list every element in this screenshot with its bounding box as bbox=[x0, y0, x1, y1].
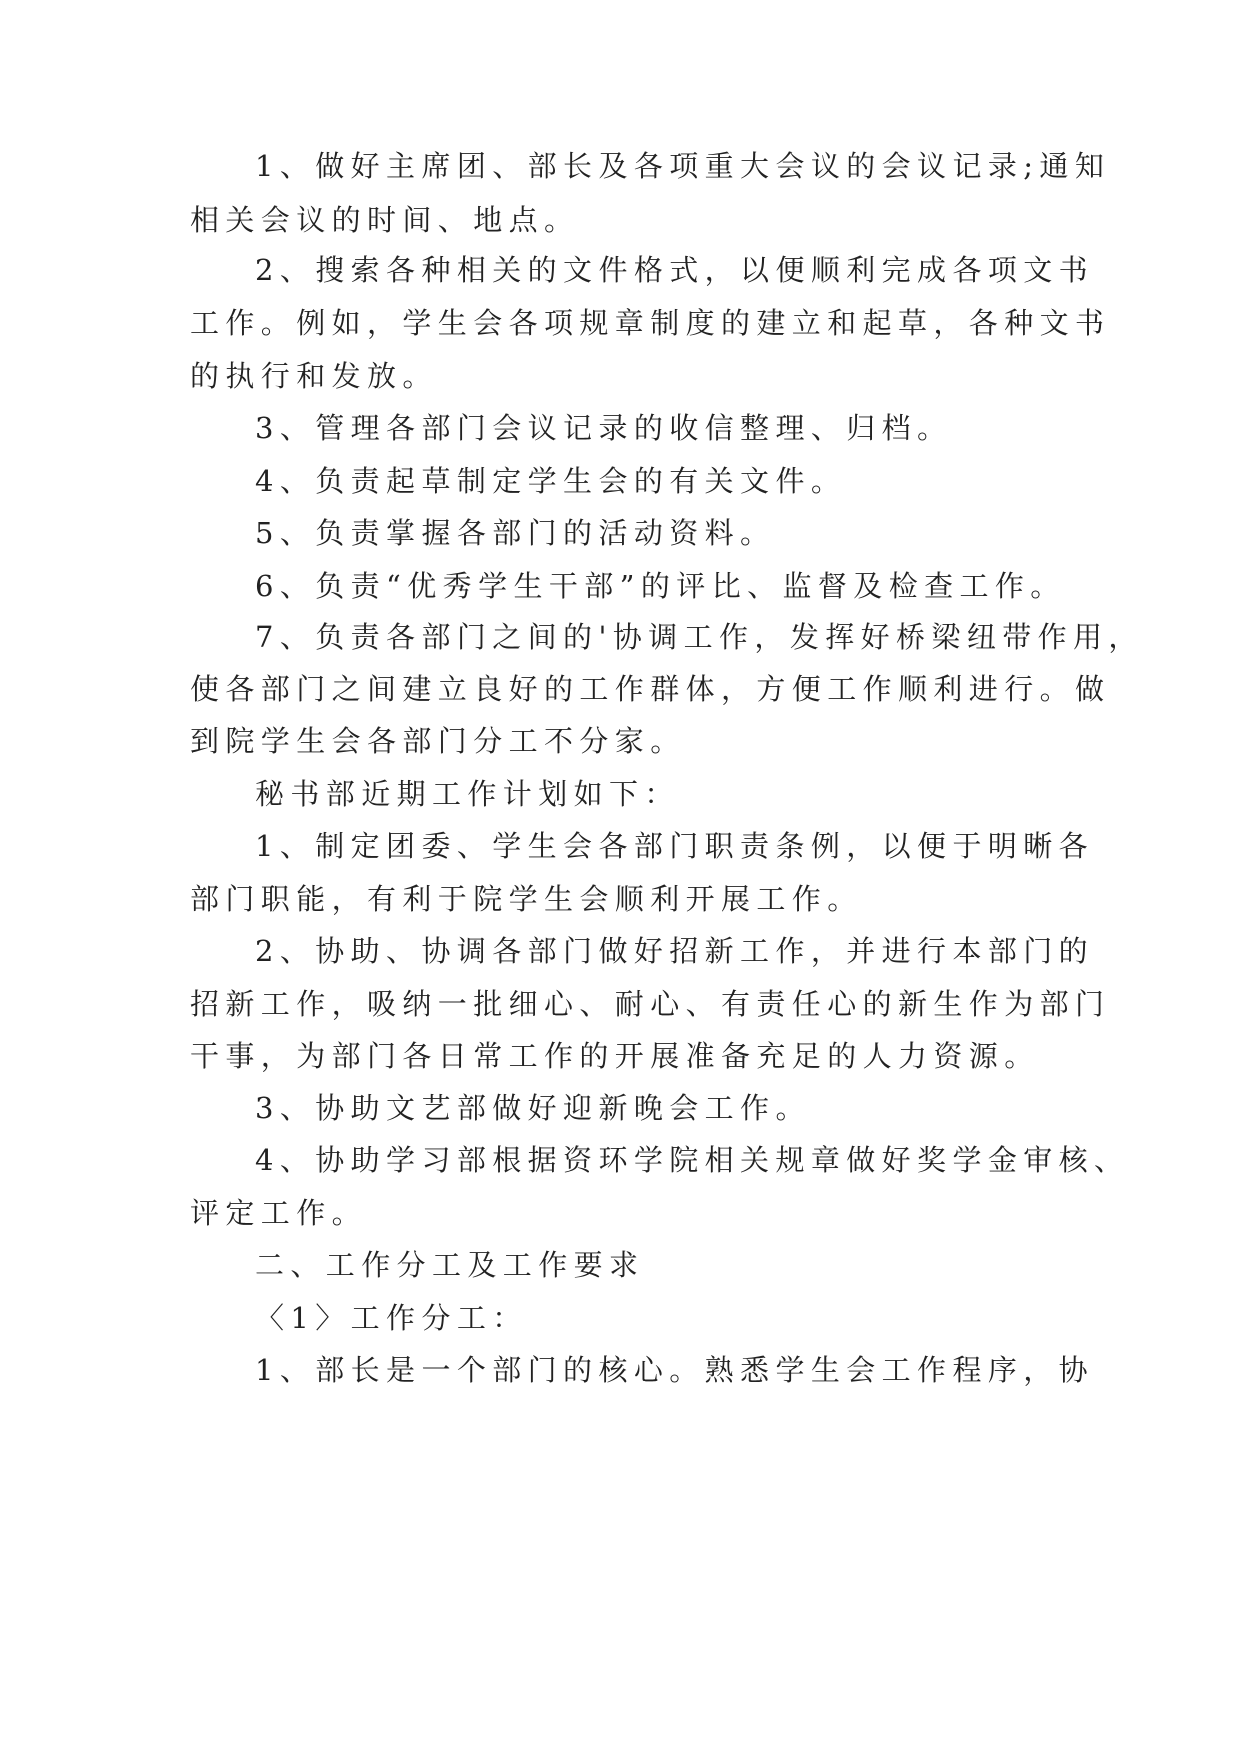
text-line: 3、协助文艺部做好迎新晚会工作。 bbox=[255, 1091, 811, 1125]
section-heading: 二、工作分工及工作要求 bbox=[255, 1248, 645, 1282]
text-line: 1、做好主席团、部长及各项重大会议的会议记录;通知 bbox=[255, 149, 1111, 183]
text-line: 7、负责各部门之间的'协调工作，发挥好桥梁纽带作用， bbox=[255, 620, 1144, 654]
text-line: 招新工作，吸纳一批细心、耐心、有责任心的新生作为部门 bbox=[190, 987, 1111, 1021]
text-line: 3、管理各部门会议记录的收信整理、归档。 bbox=[255, 411, 953, 445]
text-line: 4、协助学习部根据资环学院相关规章做好奖学金审核、 bbox=[255, 1143, 1130, 1177]
text-line: 1、制定团委、学生会各部门职责条例，以便于明晰各 bbox=[255, 829, 1095, 863]
text-line: 使各部门之间建立良好的工作群体，方便工作顺利进行。做 bbox=[190, 672, 1111, 706]
text-line: 6、负责“优秀学生干部”的评比、监督及检查工作。 bbox=[255, 569, 1066, 603]
text-line: 2、搜索各种相关的文件格式，以便顺利完成各项文书 bbox=[255, 253, 1095, 287]
text-line: 4、负责起草制定学生会的有关文件。 bbox=[255, 464, 847, 498]
text-line: 1、部长是一个部门的核心。熟悉学生会工作程序，协 bbox=[255, 1353, 1095, 1387]
text-line: 到院学生会各部门分工不分家。 bbox=[190, 724, 686, 758]
text-line: 工作。例如，学生会各项规章制度的建立和起草，各种文书 bbox=[190, 306, 1111, 340]
text-line: 的执行和发放。 bbox=[190, 359, 438, 393]
text-line: 评定工作。 bbox=[190, 1196, 368, 1230]
text-line: 部门职能，有利于院学生会顺利开展工作。 bbox=[190, 882, 863, 916]
subsection-heading: 〈1〉工作分工： bbox=[255, 1301, 528, 1335]
text-line: 干事，为部门各日常工作的开展准备充足的人力资源。 bbox=[190, 1039, 1040, 1073]
text-line: 秘书部近期工作计划如下： bbox=[255, 777, 680, 811]
text-line: 相关会议的时间、地点。 bbox=[190, 203, 580, 237]
text-line: 5、负责掌握各部门的活动资料。 bbox=[255, 516, 776, 550]
text-line: 2、协助、协调各部门做好招新工作，并进行本部门的 bbox=[255, 934, 1095, 968]
